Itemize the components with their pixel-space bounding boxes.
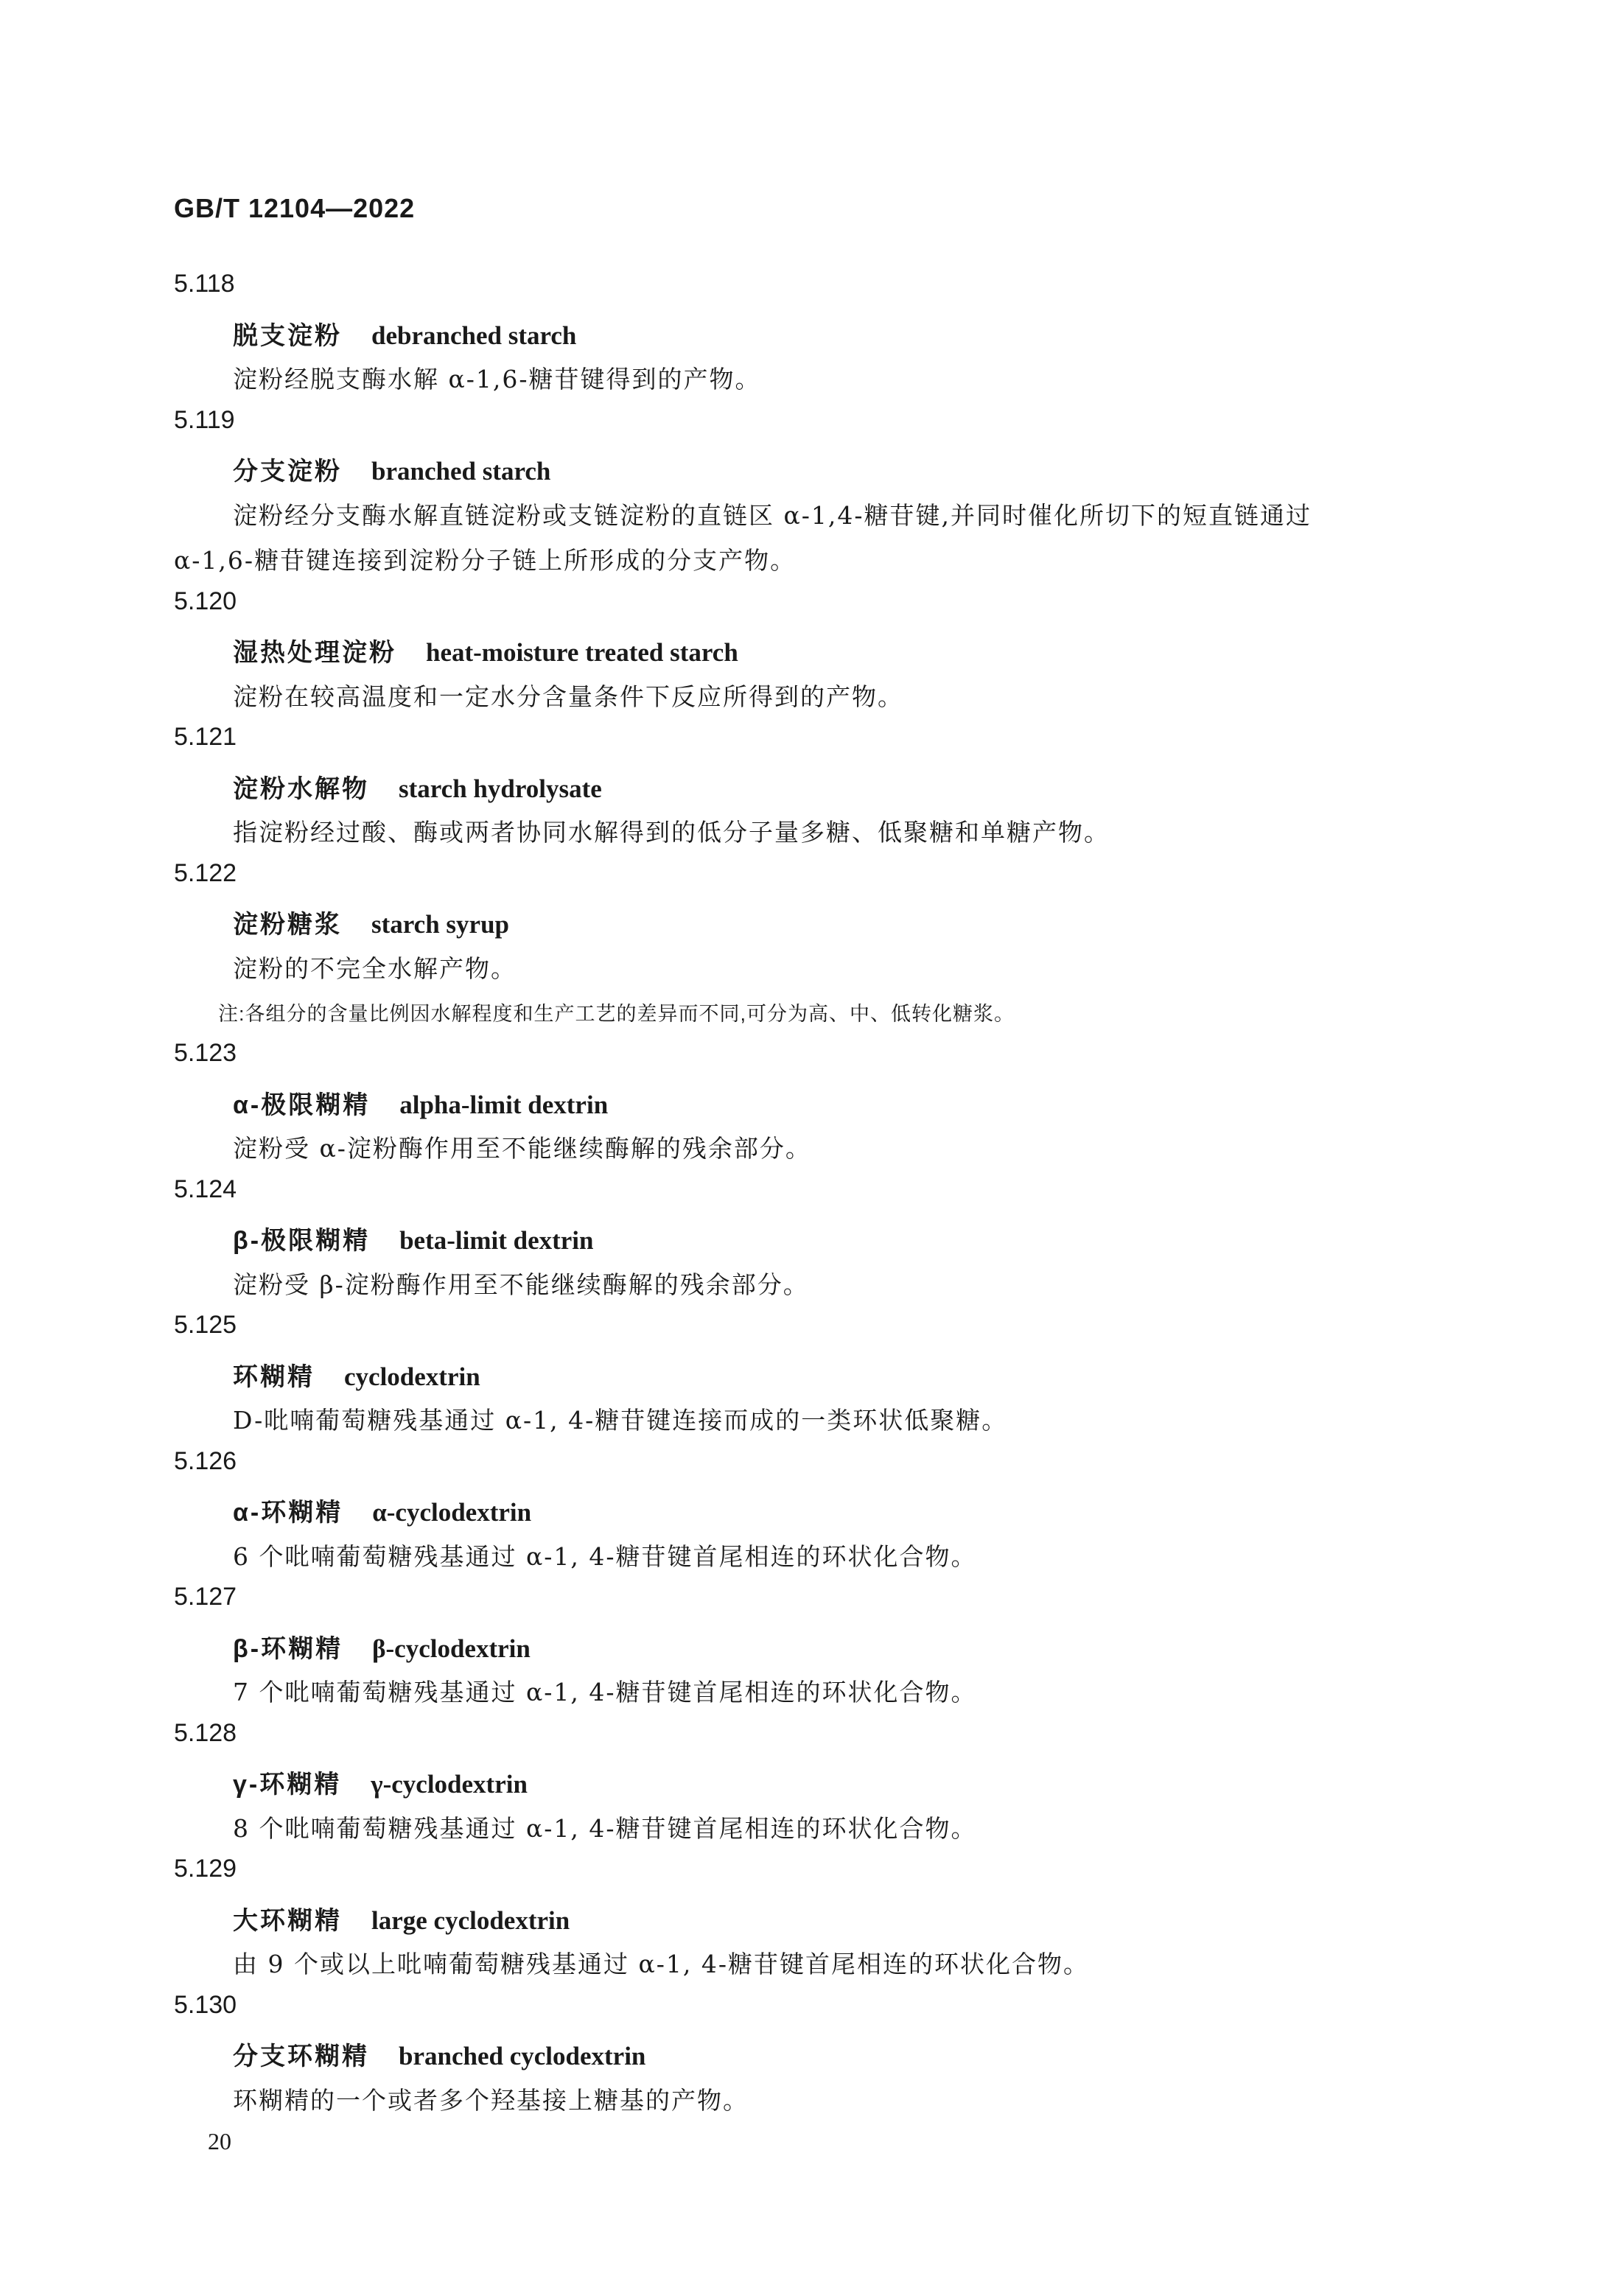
term-definition: 由 9 个或以上吡喃葡萄糖残基通过 α-1, 4-糖苷键首尾相连的环状化合物。: [233, 1950, 1090, 1978]
term-definition: 6 个吡喃葡萄糖残基通过 α-1, 4-糖苷键首尾相连的环状化合物。: [233, 1541, 977, 1571]
term-definition: 淀粉在较高温度和一定水分含量条件下反应所得到的产物。: [233, 682, 903, 711]
term-definition: 淀粉经分支酶水解直链淀粉或支链淀粉的直链区 α-1,4-糖苷键,并同时催化所切下的短直链通过: [233, 500, 1312, 530]
term-definition: 8 个吡喃葡萄糖残基通过 α-1, 4-糖苷键首尾相连的环状化合物。: [233, 1813, 977, 1843]
term-english: branched starch: [371, 457, 551, 486]
term-definition: α-1,6-糖苷键连接到淀粉分子链上所形成的分支产物。: [174, 546, 797, 575]
term-definition: 淀粉受 α-淀粉酶作用至不能继续酶解的残余部分。: [233, 1134, 811, 1163]
entry-number: 5.121: [174, 723, 237, 751]
term-chinese: 大环糊精: [233, 1906, 342, 1935]
entry-number: 5.122: [174, 858, 237, 887]
standard-code: GB/T 12104—2022: [174, 193, 416, 223]
term-chinese: 淀粉糖浆: [233, 911, 342, 939]
term-english: cyclodextrin: [344, 1362, 480, 1391]
term-note: 注:各组分的含量比例因水解程度和生产工艺的差异而不同,可分为高、中、低转化糖浆。: [218, 1003, 1015, 1025]
term-chinese: α-环糊精: [233, 1499, 343, 1527]
term-english: γ-cyclodextrin: [371, 1770, 528, 1799]
term-chinese: 环糊精: [233, 1362, 315, 1391]
term-heading: [233, 1085, 608, 1121]
term-heading: [233, 1900, 570, 1936]
term-definition: 7 个吡喃葡萄糖残基通过 α-1, 4-糖苷键首尾相连的环状化合物。: [233, 1678, 977, 1706]
term-definition: D-吡喃葡萄糖残基通过 α-1, 4-糖苷键连接而成的一类环状低聚糖。: [233, 1406, 1008, 1435]
term-english: α-cyclodextrin: [372, 1498, 532, 1527]
term-english: starch syrup: [371, 910, 510, 939]
entry-number: 5.129: [174, 1855, 237, 1883]
entry-number: 5.126: [174, 1446, 237, 1475]
entry-number: 5.119: [174, 405, 235, 434]
term-definition: 淀粉经脱支酶水解 α-1,6-糖苷键得到的产物。: [233, 365, 761, 393]
term-chinese: 分支环糊精: [233, 2042, 369, 2070]
term-definition: 指淀粉经过酸、酶或两者协同水解得到的低分子量多糖、低聚糖和单糖产物。: [233, 818, 1110, 847]
entry-number: 5.128: [174, 1718, 237, 1747]
entry-number: 5.120: [174, 587, 237, 615]
term-chinese: γ-环糊精: [233, 1771, 342, 1799]
term-heading: [233, 2036, 645, 2072]
term-definition: 淀粉受 β-淀粉酶作用至不能继续酶解的残余部分。: [233, 1270, 809, 1299]
term-chinese: 脱支淀粉: [233, 321, 342, 350]
term-definition: 环糊精的一个或者多个羟基接上糖基的产物。: [233, 2085, 749, 2115]
term-heading: [233, 1628, 531, 1664]
term-english: starch hydrolysate: [399, 774, 602, 803]
term-heading: [233, 451, 550, 487]
term-english: beta-limit dextrin: [399, 1226, 594, 1255]
term-definition: 淀粉的不完全水解产物。: [233, 953, 517, 983]
entry-number: 5.124: [174, 1174, 237, 1203]
entry-number: 5.118: [174, 270, 235, 298]
term-chinese: β-环糊精: [233, 1634, 343, 1663]
term-english: β-cyclodextrin: [372, 1634, 531, 1663]
term-heading: [233, 904, 509, 940]
term-heading: [233, 1356, 480, 1393]
term-heading: [233, 1492, 531, 1528]
term-english: large cyclodextrin: [371, 1905, 570, 1935]
term-heading: [233, 769, 602, 805]
entry-number: 5.127: [174, 1583, 237, 1611]
term-heading: [233, 632, 738, 668]
entry-number: 5.123: [174, 1039, 237, 1067]
term-heading: [233, 315, 576, 351]
term-english: heat-moisture treated starch: [426, 638, 738, 667]
page-number: 20: [208, 2128, 231, 2154]
term-chinese: α-极限糊精: [233, 1091, 371, 1119]
term-chinese: 分支淀粉: [233, 458, 342, 486]
term-chinese: 湿热处理淀粉: [233, 639, 396, 667]
term-english: debranched starch: [371, 321, 577, 350]
term-chinese: β-极限糊精: [233, 1227, 371, 1255]
term-english: alpha-limit dextrin: [399, 1090, 609, 1119]
term-english: branched cyclodextrin: [399, 2042, 646, 2070]
term-chinese: 淀粉水解物: [233, 774, 369, 803]
entry-number: 5.125: [174, 1311, 237, 1339]
term-heading: [233, 1764, 528, 1800]
entry-number: 5.130: [174, 1990, 237, 2019]
term-heading: [233, 1220, 594, 1256]
